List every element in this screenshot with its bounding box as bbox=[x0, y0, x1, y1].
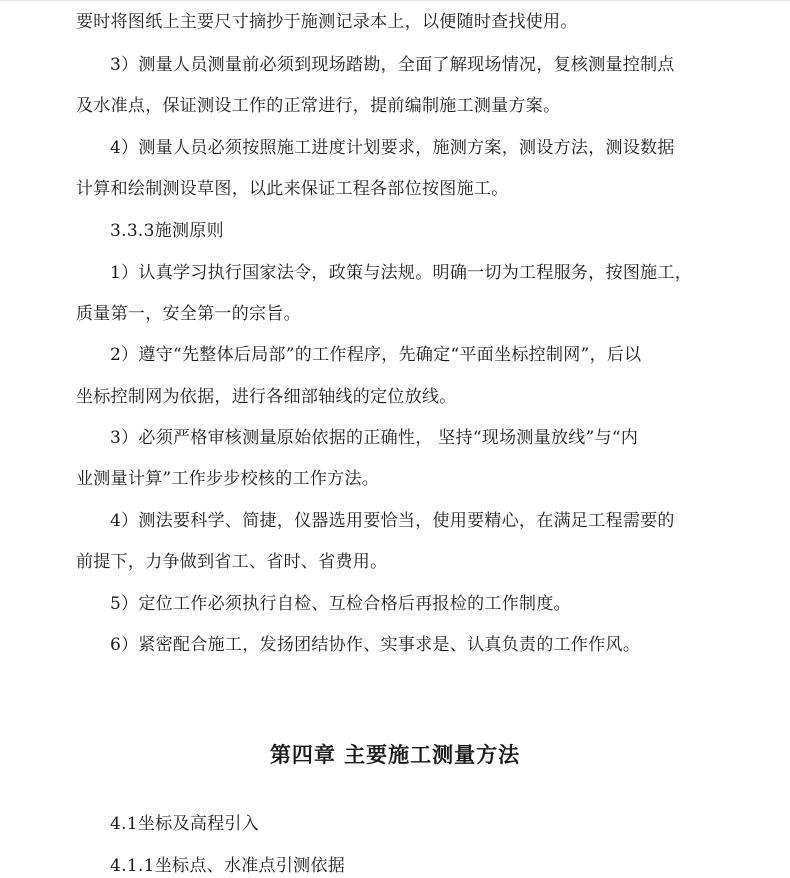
paragraph-line: 4）测量人员必须按照施工进度计划要求，施测方案，测设方法，测设数据 bbox=[110, 138, 675, 158]
paragraph-line: 质量第一，安全第一的宗旨。 bbox=[76, 304, 301, 324]
paragraph-line: 业测量计算”工作步步校核的工作方法。 bbox=[76, 469, 380, 489]
paragraph-line: 5）定位工作必须执行自检、互检合格后再报检的工作制度。 bbox=[110, 594, 571, 614]
page-top-border bbox=[0, 0, 790, 1]
section-heading-4-1: 4.1坐标及高程引入 bbox=[110, 814, 260, 834]
chapter-title: 第四章 主要施工测量方法 bbox=[269, 742, 521, 767]
paragraph-line: 3）必须严格审核测量原始依据的正确性， 坚持“现场测量放线”与“内 bbox=[110, 428, 639, 448]
paragraph-line: 及水准点，保证测设工作的正常进行，提前编制施工测量方案。 bbox=[76, 96, 561, 116]
paragraph-line: 计算和绘制测设草图，以此来保证工程各部位按图施工。 bbox=[76, 179, 509, 199]
paragraph-line: 6）紧密配合施工，发扬团结协作、实事求是、认真负责的工作作风。 bbox=[110, 635, 641, 655]
paragraph-line: 2）遵守“先整体后局部”的工作程序，先确定“平面坐标控制网”，后以 bbox=[110, 345, 642, 365]
section-heading-3-3-3: 3.3.3施测原则 bbox=[110, 221, 224, 241]
paragraph-line: 前提下，力争做到省工、省时、省费用。 bbox=[76, 552, 388, 572]
section-heading-4-1-1: 4.1.1坐标点、水准点引测依据 bbox=[110, 856, 346, 876]
paragraph-line: 3）测量人员测量前必须到现场踏勘，全面了解现场情况，复核测量控制点 bbox=[110, 55, 675, 75]
paragraph-line: 坐标控制网为依据，进行各细部轴线的定位放线。 bbox=[76, 387, 457, 407]
paragraph-line: 1）认真学习执行国家法令，政策与法规。明确一切为工程服务，按图施工， bbox=[110, 263, 693, 283]
paragraph-line: 4）测法要科学、简捷，仪器选用要恰当，使用要精心，在满足工程需要的 bbox=[110, 511, 675, 531]
paragraph-line: 要时将图纸上主要尺寸摘抄于施测记录本上，以便随时查找使用。 bbox=[76, 12, 578, 32]
